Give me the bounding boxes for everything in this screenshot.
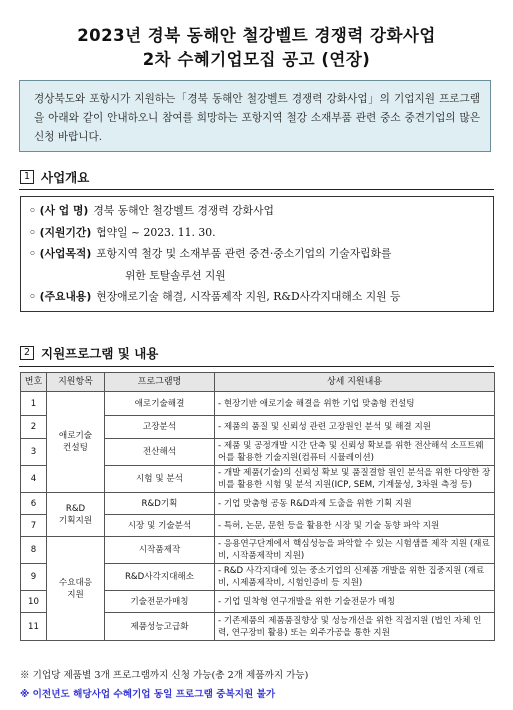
row-number: 9 (21, 564, 47, 591)
section-overview-heading (20, 168, 89, 186)
overview-value: 협약일 ~ 2023. 11. 30. (96, 225, 216, 239)
section-number-box: 1 (20, 170, 34, 184)
table-row (21, 493, 495, 515)
overview-value: 경북 동해안 철강벨트 경쟁력 강화사업 (93, 204, 274, 217)
row-number: 3 (21, 439, 47, 466)
program-detail: - 기업 밀착형 연구개발을 위한 기술전문가 매칭 (215, 591, 495, 613)
overview-value-continued: 위한 토탈솔루션 지원 (125, 268, 226, 282)
section-title: 지원프로그램 및 내용 (41, 346, 159, 361)
intro-notice-box: 경상북도와 포항시가 지원하는「경북 동해안 철강벨트 경쟁력 강화사업」의 기업지원 프로그램을 아래와 같이 안내하오니 참여를 희망하는 포항지역 철강 소재부품 관련 중소 중견기업의 많은 신청 바랍니다. (19, 80, 491, 152)
support-category: 수요대응 지원 (47, 537, 105, 641)
row-number: 7 (21, 515, 47, 537)
column-header: 번호 (21, 373, 47, 392)
program-detail: - 기업 맞춤형 공동 R&D과제 도출을 위한 기획 지원 (215, 493, 495, 515)
column-header: 상세 지원내용 (215, 373, 495, 392)
overview-item (29, 246, 493, 268)
program-name: 시작품제작 (105, 537, 215, 564)
program-detail: - 제품의 품질 및 신뢰성 관련 고장원인 분석 및 해결 지원 (215, 416, 495, 439)
row-number: 2 (21, 416, 47, 439)
program-detail: - 현장기반 애로기술 해결을 위한 기업 맞춤형 컨설팅 (215, 392, 495, 416)
row-number: 6 (21, 493, 47, 515)
table-header-row (21, 373, 495, 392)
row-number: 4 (21, 466, 47, 493)
column-header: 프로그램명 (105, 373, 215, 392)
overview-label: ◦ (주요내용) (29, 289, 92, 303)
program-name: 기술전문가매칭 (105, 591, 215, 613)
table-row (21, 537, 495, 564)
section-programs-heading (20, 344, 158, 362)
support-category: 애로기술 컨설팅 (47, 392, 105, 493)
program-detail: - 개발 제품(기술)의 신뢰성 확보 및 품질결함 원인 분석을 위한 다양한 장비를 활용한 시험 및 분석 지원(ICP, SEM, 기계물성, 3차원 측정 등) (215, 466, 495, 493)
support-category: R&D 기획지원 (47, 493, 105, 537)
program-detail: - 기존제품의 제품품질향상 및 성능개선을 위한 직접지원 (법인 자체 인력, 연구장비 활용) 또는 외주가공을 통한 지원 (215, 613, 495, 641)
column-header: 지원항목 (47, 373, 105, 392)
program-name: 애로기술해결 (105, 392, 215, 416)
overview-label: ◦ (사 업 명) (29, 204, 89, 217)
row-number: 8 (21, 537, 47, 564)
overview-value: 현장애로기술 해결, 시작품제작 지원, R&D사각지대해소 지원 등 (96, 289, 401, 303)
page-subtitle: 2차 수혜기업모집 공고 (연장) (142, 50, 371, 69)
row-number: 11 (21, 613, 47, 641)
program-name: R&D사각지대해소 (105, 564, 215, 591)
program-table (20, 372, 495, 641)
section-divider (19, 366, 494, 367)
table-row (21, 392, 495, 416)
program-name: 시험 및 분석 (105, 466, 215, 493)
overview-label: ◦ (사업목적) (29, 247, 92, 260)
row-number: 10 (21, 591, 47, 613)
program-name: 전산해석 (105, 439, 215, 466)
overview-item (29, 203, 493, 225)
overview-label: ◦ (지원기간) (29, 225, 92, 239)
footnote-highlight: ※ 이전년도 해당사업 수혜기업 동일 프로그램 중복지원 불가 (20, 689, 276, 700)
overview-box (20, 196, 494, 312)
footnote: ※ 기업당 제품별 3개 프로그램까지 신청 가능(총 2개 제품까지 가능) (20, 670, 309, 681)
program-detail: - R&D 사각지대에 있는 중소기업의 신제품 개발을 위한 집중지원 (재료비, 시제품제작비, 시험인증비 등 지원) (215, 564, 495, 591)
page-title: 2023년 경북 동해안 철강벨트 경쟁력 강화사업 (77, 26, 436, 45)
section-title: 사업개요 (41, 170, 90, 185)
program-name: 제품성능고급화 (105, 613, 215, 641)
row-number: 1 (21, 392, 47, 416)
program-name: R&D기획 (105, 493, 215, 515)
program-name: 시장 및 기술분석 (105, 515, 215, 537)
program-detail: - 응용연구단계에서 핵심성능을 파악할 수 있는 시험샘플 제작 지원 (재료비, 시작품제작비 지원) (215, 537, 495, 564)
section-divider (19, 189, 494, 190)
overview-item (29, 289, 493, 311)
program-name: 고장분석 (105, 416, 215, 439)
program-detail: - 제품 및 공정개발 시간 단축 및 신뢰성 확보를 위한 전산해석 소프트웨어를 활용한 기술지원(컴퓨터 시뮬레이션) (215, 439, 495, 466)
overview-item (29, 225, 493, 247)
section-number-box: 2 (20, 346, 34, 360)
program-detail: - 특허, 논문, 문헌 등을 활용한 시장 및 기술 동향 파악 지원 (215, 515, 495, 537)
overview-value: 포항지역 철강 및 소재부품 관련 중견·중소기업의 기술자립화를 (96, 247, 392, 260)
